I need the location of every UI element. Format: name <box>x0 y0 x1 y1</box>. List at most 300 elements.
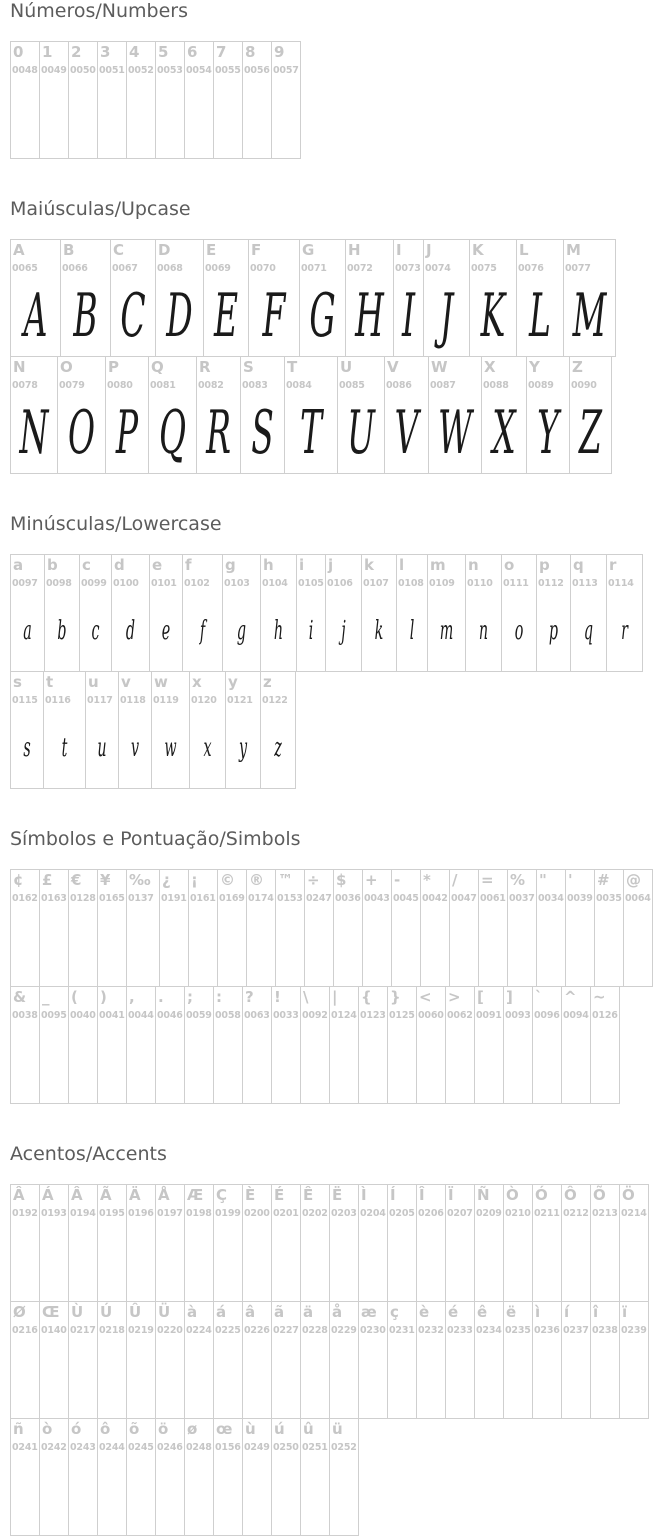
cell-character: x <box>192 673 202 691</box>
glyph-preview: U <box>347 398 375 468</box>
glyph-cell <box>329 986 359 1104</box>
cell-character: Û <box>129 1303 142 1321</box>
glyph-cell <box>60 239 111 357</box>
glyph-cell <box>474 1301 504 1419</box>
cell-code: 0233 <box>447 1325 473 1336</box>
cell-code: 0072 <box>347 263 373 274</box>
cell-character: ® <box>249 871 264 889</box>
cell-character: Â <box>13 1186 25 1204</box>
cell-character: F <box>251 241 262 259</box>
cell-code: 0078 <box>12 380 38 391</box>
cell-character: Á <box>42 1186 54 1204</box>
cell-character: ä <box>303 1303 314 1321</box>
cell-code: 0211 <box>534 1208 560 1219</box>
glyph-cell <box>155 986 185 1104</box>
cell-character: X <box>484 358 496 376</box>
cell-character: Ù <box>71 1303 84 1321</box>
cell-character: S <box>243 358 254 376</box>
glyph-cell <box>416 986 446 1104</box>
cell-code: 0038 <box>12 1010 38 1021</box>
cell-code: 0110 <box>467 578 493 589</box>
cell-character: æ <box>361 1303 377 1321</box>
cell-code: 0210 <box>505 1208 531 1219</box>
cell-character: ù <box>245 1420 256 1438</box>
cell-code: 0062 <box>447 1010 473 1021</box>
cell-character: é <box>448 1303 459 1321</box>
cell-code: 0162 <box>12 893 38 904</box>
glyph-cell <box>159 869 189 987</box>
cell-code: 0244 <box>99 1442 125 1453</box>
cell-character: ( <box>71 988 78 1006</box>
cell-code: 0165 <box>99 893 125 904</box>
glyph-cell <box>507 869 537 987</box>
glyph-cell <box>619 1301 649 1419</box>
glyph-preview: b <box>57 616 67 646</box>
cell-code: 0193 <box>41 1208 67 1219</box>
glyph-cell <box>39 869 69 987</box>
cell-character: c <box>82 556 91 574</box>
cell-character: % <box>510 871 526 889</box>
glyph-cell <box>361 554 397 672</box>
glyph-cell <box>474 986 504 1104</box>
glyph-cell <box>155 1184 185 1302</box>
glyph-cell <box>536 869 566 987</box>
glyph-cell <box>10 356 58 474</box>
cell-code: 0174 <box>248 893 274 904</box>
cell-character: r <box>609 556 617 574</box>
glyph-cell <box>242 1184 272 1302</box>
glyph-cell <box>68 1418 98 1536</box>
cell-character: . <box>158 988 164 1006</box>
cell-code: 0111 <box>503 578 529 589</box>
glyph-preview: W <box>438 398 472 468</box>
glyph-preview: h <box>273 616 284 646</box>
glyph-cell <box>39 1418 69 1536</box>
cell-character: ê <box>477 1303 488 1321</box>
cell-code: 0153 <box>277 893 303 904</box>
glyph-cell <box>68 986 98 1104</box>
cell-code: 0040 <box>70 1010 96 1021</box>
cell-character: ï <box>622 1303 628 1321</box>
cell-character: Ë <box>332 1186 343 1204</box>
cell-code: 0123 <box>360 1010 386 1021</box>
cell-code: 0067 <box>112 263 138 274</box>
cell-code: 0120 <box>191 695 217 706</box>
cell-code: 0202 <box>302 1208 328 1219</box>
glyph-preview: r <box>621 616 628 646</box>
cell-code: 0209 <box>476 1208 502 1219</box>
cell-character: - <box>394 871 401 889</box>
cell-character: Ì <box>361 1186 367 1204</box>
glyph-cell <box>536 554 571 672</box>
glyph-cell <box>196 356 241 474</box>
glyph-preview: J <box>439 281 454 351</box>
cell-character: Ô <box>564 1186 577 1204</box>
glyph-preview: N <box>19 398 49 468</box>
glyph-cell <box>85 671 119 789</box>
glyph-cell <box>481 356 527 474</box>
cell-character: u <box>88 673 99 691</box>
glyph-cell <box>126 1301 156 1419</box>
cell-code: 0037 <box>509 893 535 904</box>
glyph-cell <box>333 869 363 987</box>
cell-code: 0250 <box>273 1442 299 1453</box>
glyph-preview: S <box>251 398 274 468</box>
cell-character: K <box>472 241 484 259</box>
cell-code: 0137 <box>128 893 154 904</box>
glyph-preview: u <box>97 733 107 763</box>
glyph-cell <box>271 1418 301 1536</box>
cell-code: 0088 <box>483 380 509 391</box>
cell-code: 0204 <box>360 1208 386 1219</box>
glyph-cell <box>10 671 44 789</box>
glyph-cell <box>242 986 272 1104</box>
cell-code: 0196 <box>128 1208 154 1219</box>
cell-code: 0163 <box>41 893 67 904</box>
glyph-cell <box>242 1301 272 1419</box>
cell-code: 0105 <box>298 578 324 589</box>
glyph-preview: K <box>480 281 506 351</box>
glyph-cell <box>478 869 508 987</box>
glyph-cell <box>594 869 624 987</box>
cell-code: 0058 <box>215 1010 241 1021</box>
cell-character: d <box>114 556 125 574</box>
cell-code: 0065 <box>12 263 38 274</box>
glyph-preview: M <box>572 281 607 351</box>
cell-character: 4 <box>129 43 140 61</box>
glyph-preview: X <box>492 398 516 468</box>
glyph-cell <box>240 356 285 474</box>
cell-character: Ñ <box>477 1186 490 1204</box>
glyph-cell <box>590 1184 620 1302</box>
glyph-cell <box>503 1184 533 1302</box>
glyph-cell <box>43 671 86 789</box>
cell-character: H <box>348 241 361 259</box>
glyph-preview: v <box>130 733 140 763</box>
cell-character: 1 <box>42 43 53 61</box>
cell-code: 0089 <box>528 380 554 391</box>
cell-code: 0214 <box>621 1208 647 1219</box>
cell-code: 0102 <box>184 578 210 589</box>
cell-character: Ú <box>100 1303 113 1321</box>
cell-character: = <box>481 871 494 889</box>
cell-code: 0055 <box>215 65 241 76</box>
cell-character: p <box>539 556 550 574</box>
glyph-cell <box>110 239 156 357</box>
cell-code: 0071 <box>301 263 327 274</box>
cell-character: + <box>365 871 378 889</box>
cell-character: ^ <box>564 988 577 1006</box>
glyph-cell <box>126 986 156 1104</box>
cell-code: 0201 <box>273 1208 299 1219</box>
cell-code: 0206 <box>418 1208 444 1219</box>
glyph-cell <box>387 986 417 1104</box>
cell-character: ' <box>568 871 573 889</box>
cell-code: 0047 <box>451 893 477 904</box>
cell-code: 0213 <box>592 1208 618 1219</box>
cell-character: J <box>426 241 432 259</box>
cell-character: ` <box>535 988 543 1006</box>
cell-code: 0053 <box>157 65 183 76</box>
cell-code: 0042 <box>422 893 448 904</box>
glyph-cell <box>10 41 40 159</box>
cell-character: Z <box>572 358 583 376</box>
cell-code: 0077 <box>565 263 591 274</box>
cell-code: 0252 <box>331 1442 357 1453</box>
cell-code: 0218 <box>99 1325 125 1336</box>
glyph-preview: j <box>341 616 346 646</box>
glyph-cell <box>416 1301 446 1419</box>
cell-code: 0056 <box>244 65 270 76</box>
glyph-cell <box>590 1301 620 1419</box>
glyph-preview: E <box>213 281 239 351</box>
glyph-cell <box>97 1301 127 1419</box>
cell-character: È <box>245 1186 256 1204</box>
glyph-preview: p <box>548 616 559 646</box>
glyph-cell <box>10 239 61 357</box>
cell-code: 0033 <box>273 1010 299 1021</box>
cell-character: M <box>566 241 581 259</box>
glyph-preview: Y <box>537 398 559 468</box>
cell-character: { <box>361 988 372 1006</box>
glyph-preview: C <box>120 281 146 351</box>
glyph-cell <box>68 1301 98 1419</box>
cell-code: 0229 <box>331 1325 357 1336</box>
glyph-preview: c <box>91 616 100 646</box>
glyph-cell <box>149 554 183 672</box>
cell-code: 0087 <box>430 380 456 391</box>
cell-character: Ã <box>100 1186 112 1204</box>
cell-character: q <box>573 556 584 574</box>
cell-character: \ <box>303 988 309 1006</box>
cell-code: 0156 <box>215 1442 241 1453</box>
cell-code: 0207 <box>447 1208 473 1219</box>
cell-character: Ö <box>622 1186 635 1204</box>
cell-character: 2 <box>71 43 82 61</box>
cell-character: Y <box>529 358 540 376</box>
glyph-cell <box>10 1301 40 1419</box>
cell-character: Â <box>71 1186 83 1204</box>
cell-character: B <box>63 241 75 259</box>
cell-character: * <box>423 871 431 889</box>
cell-character: ™ <box>278 871 293 889</box>
glyph-preview: Z <box>579 398 602 468</box>
cell-code: 0066 <box>62 263 88 274</box>
cell-character: Õ <box>593 1186 606 1204</box>
cell-code: 0079 <box>59 380 85 391</box>
cell-code: 0234 <box>476 1325 502 1336</box>
cell-character: ø <box>187 1420 198 1438</box>
cell-code: 0112 <box>538 578 564 589</box>
cell-character: j <box>328 556 334 574</box>
cell-character: à <box>187 1303 198 1321</box>
glyph-cell <box>565 869 595 987</box>
cell-character: @ <box>626 871 641 889</box>
glyph-cell <box>300 986 330 1104</box>
cell-character: _ <box>42 988 50 1006</box>
cell-character: & <box>13 988 27 1006</box>
cell-code: 0140 <box>41 1325 67 1336</box>
glyph-cell <box>184 1184 214 1302</box>
cell-character: < <box>419 988 432 1006</box>
glyph-cell <box>184 41 214 159</box>
glyph-cell <box>362 869 392 987</box>
glyph-cell <box>387 1301 417 1419</box>
glyph-cell <box>213 986 243 1104</box>
cell-code: 0236 <box>534 1325 560 1336</box>
cell-character: î <box>593 1303 599 1321</box>
cell-character: I <box>396 241 402 259</box>
glyph-cell <box>105 356 149 474</box>
cell-code: 0197 <box>157 1208 183 1219</box>
cell-character: : <box>216 988 222 1006</box>
cell-code: 0212 <box>563 1208 589 1219</box>
glyph-cell <box>420 869 450 987</box>
cell-code: 0041 <box>99 1010 125 1021</box>
cell-code: 0121 <box>227 695 253 706</box>
glyph-preview: D <box>166 281 193 351</box>
cell-character: , <box>129 988 135 1006</box>
glyph-cell <box>248 239 300 357</box>
glyph-preview: i <box>308 616 314 646</box>
cell-character: Í <box>390 1186 396 1204</box>
glyph-cell <box>501 554 537 672</box>
cell-code: 0061 <box>480 893 506 904</box>
glyph-cell <box>299 239 346 357</box>
glyph-cell <box>503 986 533 1104</box>
cell-character: l <box>399 556 405 574</box>
cell-character: y <box>228 673 238 691</box>
glyph-preview: Q <box>158 398 187 468</box>
cell-character: G <box>302 241 315 259</box>
cell-code: 0085 <box>339 380 365 391</box>
cell-character: Ü <box>158 1303 171 1321</box>
glyph-cell <box>184 1301 214 1419</box>
glyph-cell <box>561 1184 591 1302</box>
glyph-preview: T <box>299 398 323 468</box>
cell-code: 0217 <box>70 1325 96 1336</box>
cell-code: 0035 <box>596 893 622 904</box>
cell-code: 0098 <box>46 578 72 589</box>
cell-character: C <box>113 241 125 259</box>
glyph-preview: o <box>514 616 524 646</box>
glyph-cell <box>329 1418 359 1536</box>
cell-code: 0219 <box>128 1325 154 1336</box>
cell-code: 0205 <box>389 1208 415 1219</box>
glyph-cell <box>590 986 620 1104</box>
cell-character: E <box>206 241 217 259</box>
cell-character: 5 <box>158 43 169 61</box>
glyph-preview: f <box>199 616 206 646</box>
glyph-cell <box>260 554 297 672</box>
cell-character: Ø <box>13 1303 26 1321</box>
cell-code: 0064 <box>625 893 651 904</box>
cell-character: ¡ <box>191 871 198 889</box>
cell-code: 0118 <box>120 695 146 706</box>
glyph-preview: t <box>61 733 68 763</box>
glyph-cell <box>188 869 218 987</box>
cell-code: 0049 <box>41 65 67 76</box>
cell-character: O <box>60 358 73 376</box>
cell-code: 0081 <box>150 380 176 391</box>
glyph-preview: x <box>203 733 212 763</box>
glyph-cell <box>97 986 127 1104</box>
glyph-cell <box>260 671 296 789</box>
cell-character: b <box>47 556 58 574</box>
cell-character: ã <box>274 1303 285 1321</box>
glyph-cell <box>569 356 612 474</box>
cell-code: 0093 <box>505 1010 531 1021</box>
glyph-cell <box>337 356 385 474</box>
section-title: Símbolos e Pontuação/Simbols <box>10 828 301 850</box>
cell-character: õ <box>129 1420 140 1438</box>
glyph-cell <box>516 239 564 357</box>
glyph-cell <box>225 671 261 789</box>
cell-character: ¿ <box>162 871 171 889</box>
cell-code: 0080 <box>107 380 133 391</box>
cell-character: ? <box>245 988 254 1006</box>
glyph-preview: g <box>236 616 247 646</box>
cell-character: o <box>504 556 515 574</box>
cell-character: ò <box>42 1420 53 1438</box>
cell-character: e <box>152 556 163 574</box>
cell-code: 0227 <box>273 1325 299 1336</box>
cell-character: R <box>199 358 211 376</box>
cell-code: 0104 <box>262 578 288 589</box>
cell-code: 0063 <box>244 1010 270 1021</box>
glyph-cell <box>469 239 517 357</box>
cell-code: 0057 <box>273 65 299 76</box>
cell-character: ú <box>274 1420 285 1438</box>
glyph-cell <box>68 1184 98 1302</box>
glyph-cell <box>271 986 301 1104</box>
cell-code: 0239 <box>621 1325 647 1336</box>
glyph-cell <box>97 1418 127 1536</box>
cell-code: 0194 <box>70 1208 96 1219</box>
cell-character: " <box>539 871 547 889</box>
glyph-cell <box>416 1184 446 1302</box>
cell-character: m <box>430 556 446 574</box>
cell-character: ô <box>100 1420 111 1438</box>
glyph-preview: d <box>125 616 136 646</box>
glyph-cell <box>203 239 249 357</box>
cell-code: 0251 <box>302 1442 328 1453</box>
glyph-cell <box>246 869 276 987</box>
cell-code: 0036 <box>335 893 361 904</box>
glyph-cell <box>155 239 204 357</box>
cell-code: 0075 <box>471 263 497 274</box>
cell-code: 0115 <box>12 695 38 706</box>
cell-code: 0106 <box>327 578 353 589</box>
cell-character: A <box>13 241 25 259</box>
glyph-cell <box>445 986 475 1104</box>
glyph-cell <box>118 671 152 789</box>
glyph-cell <box>10 554 45 672</box>
cell-code: 0048 <box>12 65 38 76</box>
cell-code: 0122 <box>262 695 288 706</box>
glyph-cell <box>532 1301 562 1419</box>
cell-code: 0200 <box>244 1208 270 1219</box>
glyph-cell <box>427 554 466 672</box>
cell-character: # <box>597 871 610 889</box>
cell-character: ~ <box>593 988 606 1006</box>
glyph-cell <box>213 41 243 159</box>
cell-character: Å <box>158 1186 170 1204</box>
glyph-cell <box>563 239 616 357</box>
glyph-preview: s <box>23 733 31 763</box>
cell-character: 7 <box>216 43 227 61</box>
glyph-cell <box>300 1184 330 1302</box>
